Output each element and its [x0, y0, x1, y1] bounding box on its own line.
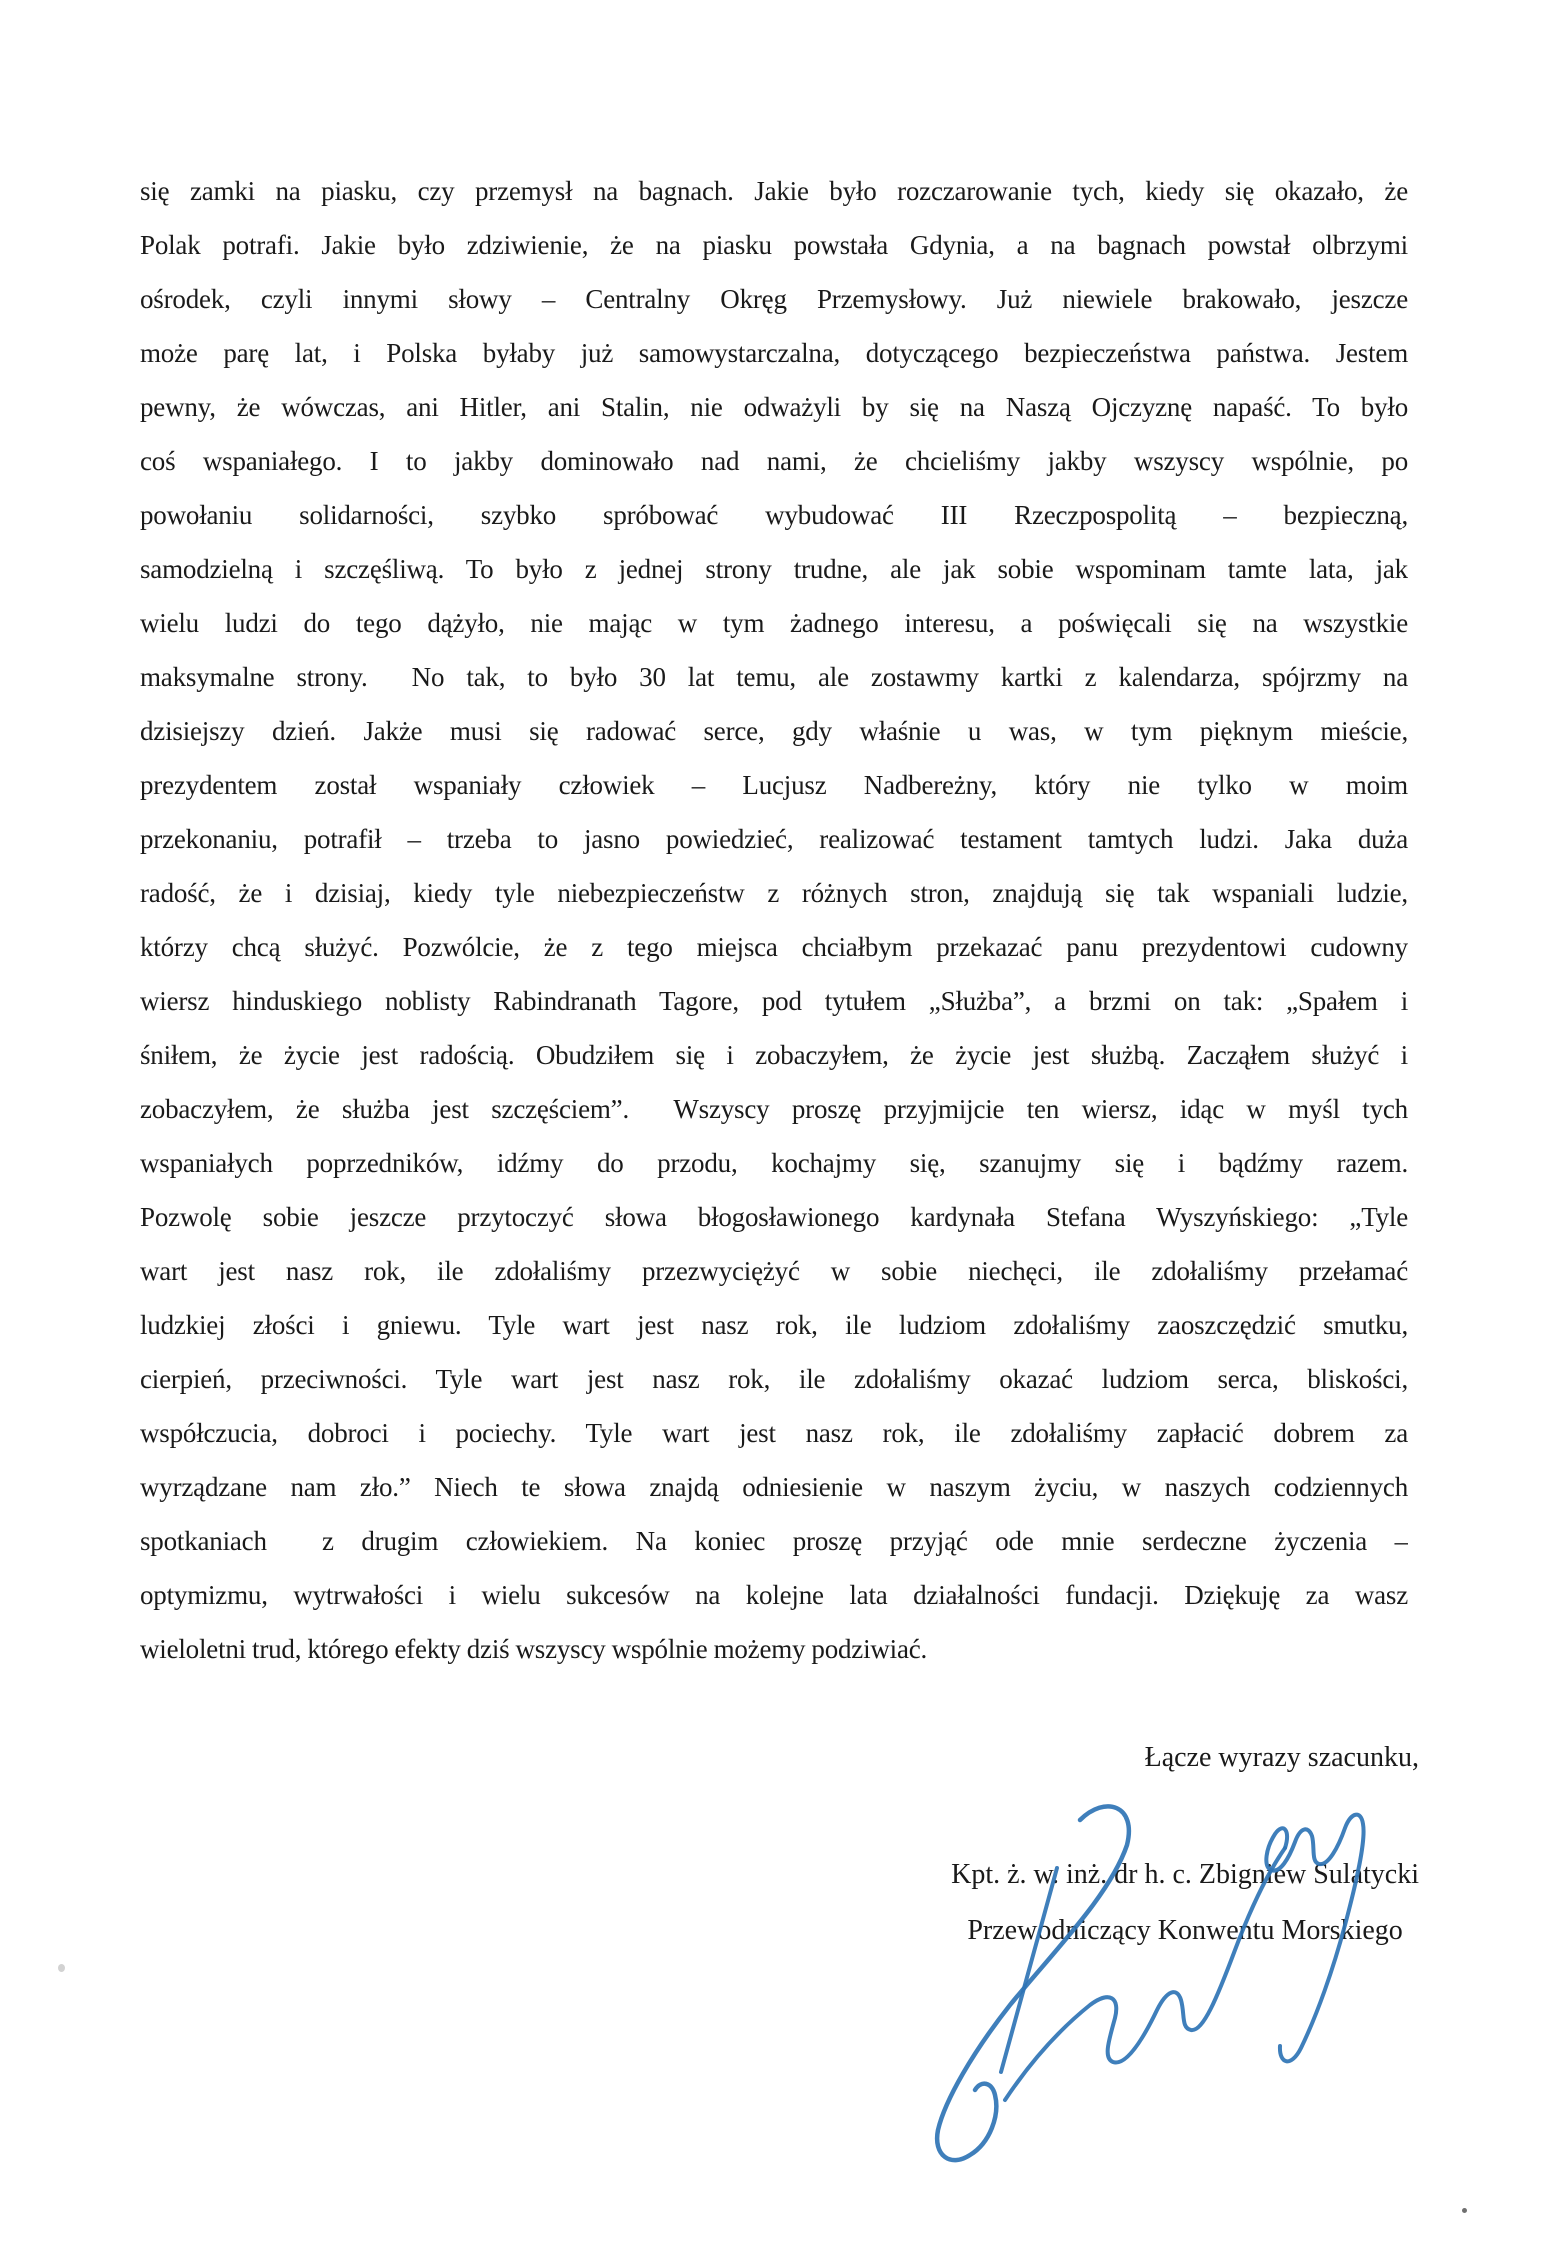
body-line: współczucia, dobroci i pociechy. Tyle wart jest nasz rok, ile zdołaliśmy zapłacić dobrem za	[140, 1418, 1408, 1448]
body-line: spotkaniach z drugim człowiekiem. Na koniec proszę przyjąć ode mnie serdeczne życzenia –	[140, 1526, 1408, 1556]
body-line: może parę lat, i Polska byłaby już samowystarczalna, dotyczącego bezpieczeństwa państwa. Jestem	[140, 338, 1408, 368]
letter-body	[140, 164, 1408, 1676]
closing-salutation: Łącze wyrazy szacunku,	[1144, 1742, 1419, 1773]
body-line: prezydentem został wspaniały człowiek – Lucjusz Nadbereżny, który nie tylko w moim	[140, 770, 1408, 800]
body-line: zobaczyłem, że służba jest szczęściem”. Wszyscy proszę przyjmijcie ten wiersz, idąc w myśl tych	[140, 1094, 1408, 1124]
body-line: wieloletni trud, którego efekty dziś wszyscy wspólnie możemy podziwiać.	[140, 1634, 928, 1664]
body-line: powołaniu solidarności, szybko spróbować wybudować III Rzeczpospolitą – bezpieczną,	[140, 500, 1408, 530]
body-line: radość, że i dzisiaj, kiedy tyle niebezpieczeństw z różnych stron, znajdują się tak wspaniali ludzie,	[140, 878, 1408, 908]
signature-block	[951, 1858, 1419, 1948]
body-line: wyrządzane nam zło.” Niech te słowa znajdą odniesienie w naszym życiu, w naszych codziennych	[140, 1472, 1408, 1502]
body-line: Polak potrafi. Jakie było zdziwienie, że na piasku powstała Gdynia, a na bagnach powstał olbrzymi	[140, 230, 1408, 260]
body-line: wart jest nasz rok, ile zdołaliśmy przezwyciężyć w sobie niechęci, ile zdołaliśmy przełamać	[140, 1256, 1408, 1286]
body-line: Pozwolę sobie jeszcze przytoczyć słowa błogosławionego kardynała Stefana Wyszyńskiego: „Tyle	[140, 1202, 1408, 1232]
scan-speck	[58, 1964, 65, 1972]
body-line: wiersz hinduskiego noblisty Rabindranath Tagore, pod tytułem „Służba”, a brzmi on tak: „Spałem i	[140, 986, 1408, 1016]
signer-name-title: Kpt. ż. w. inż. dr h. c. Zbigniew Sulatycki	[951, 1859, 1419, 1890]
body-line: dzisiejszy dzień. Jakże musi się radować serce, gdy właśnie u was, w tym pięknym mieście,	[140, 716, 1408, 746]
body-line: ośrodek, czyli innymi słowy – Centralny Okręg Przemysłowy. Już niewiele brakowało, jeszcze	[140, 284, 1408, 314]
body-line: ludzkiej złości i gniewu. Tyle wart jest nasz rok, ile ludziom zdołaliśmy zaoszczędzić smutku,	[140, 1310, 1408, 1340]
body-line: wspaniałych poprzedników, idźmy do przodu, kochajmy się, szanujmy się i bądźmy razem.	[140, 1148, 1408, 1178]
body-line: coś wspaniałego. I to jakby dominowało nad nami, że chcieliśmy jakby wszyscy wspólnie, po	[140, 446, 1408, 476]
body-line: się zamki na piasku, czy przemysł na bagnach. Jakie było rozczarowanie tych, kiedy się okazało, że	[140, 176, 1408, 206]
body-line: przekonaniu, potrafił – trzeba to jasno powiedzieć, realizować testament tamtych ludzi. Jaka duża	[140, 824, 1408, 854]
body-line: którzy chcą służyć. Pozwólcie, że z tego miejsca chciałbym przekazać panu prezydentowi cudowny	[140, 932, 1408, 962]
signer-role: Przewodniczący Konwentu Morskiego	[967, 1915, 1403, 1946]
body-line: maksymalne strony. No tak, to było 30 lat temu, ale zostawmy kartki z kalendarza, spójrzmy na	[140, 662, 1408, 692]
body-line: samodzielną i szczęśliwą. To było z jednej strony trudne, ale jak sobie wspominam tamte lata, jak	[140, 554, 1408, 584]
body-line: śniłem, że życie jest radością. Obudziłem się i zobaczyłem, że życie jest służbą. Zacząłem służyć i	[140, 1040, 1408, 1070]
body-line: optymizmu, wytrwałości i wielu sukcesów na kolejne lata działalności fundacji. Dziękuję za wasz	[140, 1580, 1408, 1610]
body-line: cierpień, przeciwności. Tyle wart jest nasz rok, ile zdołaliśmy okazać ludziom serca, bliskości,	[140, 1364, 1408, 1394]
scan-speck	[1462, 2208, 1467, 2213]
body-line: pewny, że wówczas, ani Hitler, ani Stalin, nie odważyli by się na Naszą Ojczyznę napaść. To było	[140, 392, 1408, 422]
body-line: wielu ludzi do tego dążyło, nie mając w tym żadnego interesu, a poświęcali się na wszystkie	[140, 608, 1408, 638]
